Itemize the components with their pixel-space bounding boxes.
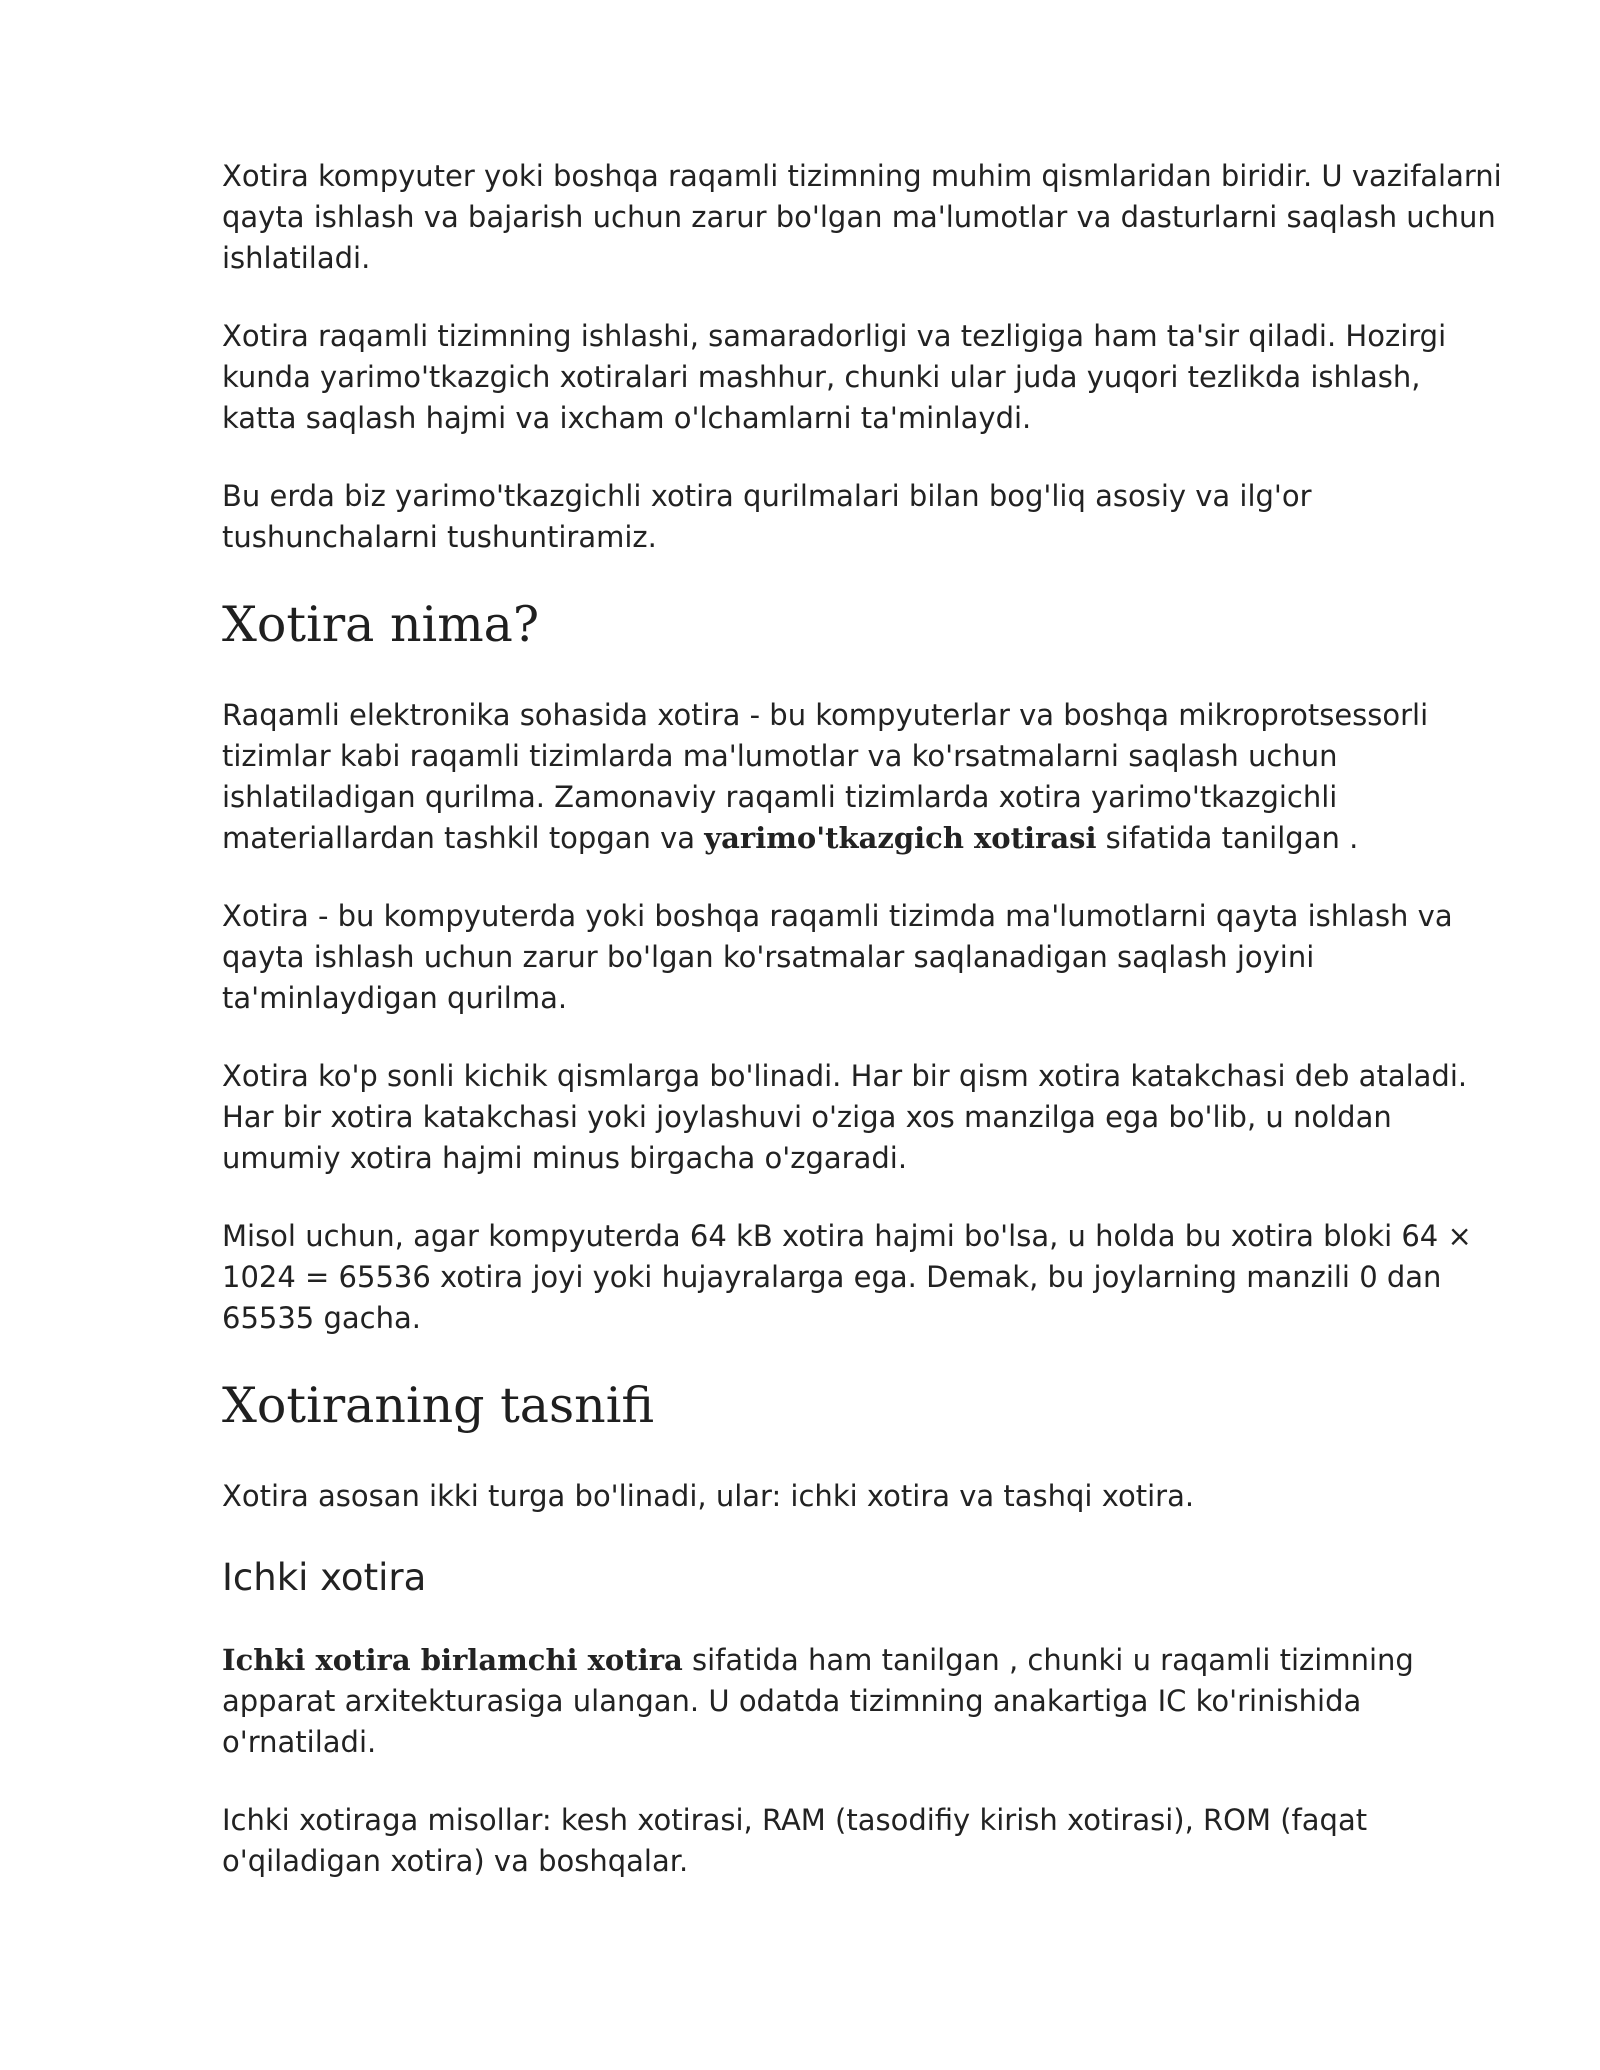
intro-paragraph-1: Xotira kompyuter yoki boshqa raqamli tizimning muhim qismlaridan biridir. U vazifalarni qayta ishlash va bajarish uchun zarur bo'lgan ma'lumotlar va dasturlarni saqlash uchun ishlatiladi. <box>222 159 1502 275</box>
heading-xotiraning-tasnifi: Xotiraning tasnifi <box>222 1377 655 1434</box>
memory-cells-paragraph: Xotira ko'p sonli kichik qismlarga bo'linadi. Har bir qism xotira katakchasi deb ataladi. Har bir xotira katakchasi yoki joylashuvi o'ziga xos manzilga ega bo'lib, u noldan umumiy xotira hajmi minus birgacha o'zgaradi. <box>222 1059 1468 1175</box>
definition-text-after: sifatida tanilgan . <box>1096 821 1359 855</box>
internal-memory-paragraph <box>222 1640 1502 1763</box>
heading-xotira-nima: Xotira nima? <box>222 596 540 653</box>
heading-ichki-xotira: Ichki xotira <box>222 1556 427 1599</box>
memory-device-paragraph: Xotira - bu kompyuterda yoki boshqa raqamli tizimda ma'lumotlarni qayta ishlash va qayta ishlash uchun zarur bo'lgan ko'rsatmalar saqlanadigan saqlash joyini ta'minlaydigan qurilma. <box>222 899 1453 1015</box>
intro-paragraph-3: Bu erda biz yarimo'tkazgichli xotira qurilmalari bilan bog'liq asosiy va ilg'or tushunchalarni tushuntiramiz. <box>222 479 1312 554</box>
classification-paragraph: Xotira asosan ikki turga bo'linadi, ular: ichki xotira va tashqi xotira. <box>222 1479 1195 1513</box>
memory-example-paragraph: Misol uchun, agar kompyuterda 64 kB xotira hajmi bo'lsa, u holda bu xotira bloki 64 × 1024 = 65536 xotira joyi yoki hujayralarga ega. Demak, bu joylarning manzili 0 dan 65535 gacha. <box>222 1219 1472 1335</box>
document-page <box>222 156 1502 1919</box>
intro-paragraph-2: Xotira raqamli tizimning ishlashi, samaradorligi va tezligiga ham ta'sir qiladi. Hozirgi kunda yarimo'tkazgich xotiralari mashhur, chunki ular juda yuqori tezlikda ishlash, katta saqlash hajmi va ixcham o'lchamlarni ta'minlaydi. <box>222 319 1447 435</box>
internal-memory-examples-paragraph: Ichki xotiraga misollar: kesh xotirasi, RAM (tasodifiy kirish xotirasi), ROM (faqat o'qiladigan xotira) va boshqalar. <box>222 1803 1368 1878</box>
definition-bold-term: yarimo'tkazgich xotirasi <box>704 821 1097 855</box>
internal-memory-bold-term: Ichki xotira birlamchi xotira <box>222 1643 683 1677</box>
definition-paragraph <box>222 695 1502 859</box>
internal-memory-text: sifatida ham tanilgan , chunki u raqamli tizimning apparat arxitekturasiga ulangan. U odatda tizimning anakartiga IC ko'rinishida o'rnatiladi. <box>222 1643 1414 1759</box>
definition-text-before: Raqamli elektronika sohasida xotira - bu kompyuterlar va boshqa mikroprotsessorli tizimlar kabi raqamli tizimlarda ma'lumotlar va ko'rsatmalarni saqlash uchun ishlatiladigan qurilma. Zamonaviy raqamli tizimlarda xotira yarimo'tkazgichli materiallardan tashkil topgan va <box>222 698 1429 855</box>
